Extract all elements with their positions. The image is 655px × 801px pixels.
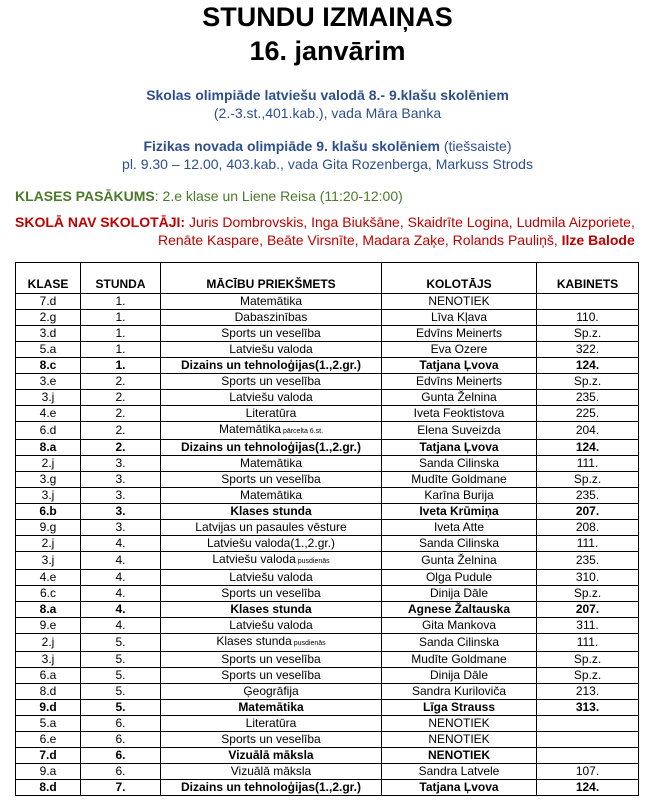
cell-klase: 2.j [16,456,81,472]
cell-room: Sp.z. [537,668,639,684]
cell-klase: 2.j [16,536,81,552]
cell-stunda: 1. [81,358,161,374]
cell-room: 111. [537,456,639,472]
absent-list-2: Renāte Kaspare, Beāte Virsnīte, Madara Zaķe, Rolands Pauliņš, [158,232,562,248]
cell-subject [161,700,382,716]
table-row [16,374,639,390]
subject-note: pusdienās [291,640,326,647]
cell-room: 204. [537,422,639,440]
cell-teacher: Gita Mankova [382,618,537,634]
cell-room: Sp.z. [537,326,639,342]
subject-text: Literatūra [245,406,297,420]
table-row [16,602,639,618]
table-row [16,536,639,552]
cell-teacher: Sanda Cilinska [382,634,537,652]
class-event-text: : 2.e klase un Liene Reisa (11:20-12:00) [154,188,403,204]
cell-teacher: Eva Ozere [382,342,537,358]
cell-subject [161,552,382,570]
absent-teachers-line2 [158,231,635,249]
table-row [16,456,639,472]
subject-text: Dizains un tehnoloģijas(1.,2.gr.) [180,440,362,454]
cell-subject [161,652,382,668]
cell-klase: 3.j [16,552,81,570]
cell-klase: 3.e [16,374,81,390]
subject-text: Ģeogrāfija [243,684,299,698]
olympiad-lv-title: Skolas olimpiāde latviešu valodā 8.- 9.klašu skolēniem [146,87,509,103]
cell-stunda: 3. [81,456,161,472]
cell-klase: 6.c [16,586,81,602]
cell-room: 124. [537,440,639,456]
cell-klase: 8.a [16,440,81,456]
cell-room: 207. [537,602,639,618]
absent-teachers-line1 [15,213,635,231]
col-header-teacher: KOLOTĀJS [382,263,537,294]
subject-text: Klases stunda [216,634,292,648]
cell-room [537,294,639,310]
cell-teacher: Edvīns Meinerts [382,326,537,342]
cell-klase: 3.j [16,652,81,668]
cell-room: 124. [537,358,639,374]
cell-stunda: 1. [81,326,161,342]
cell-klase: 2.j [16,634,81,652]
subject-text: Dizains un tehnoloģijas(1.,2.gr.) [180,358,362,372]
cell-room: 235. [537,390,639,406]
cell-teacher: NENOTIEK [382,294,537,310]
col-header-room: KABINETS [537,263,639,294]
cell-klase: 6.a [16,668,81,684]
changes-table [15,262,639,796]
cell-teacher: Sandra Kuriloviča [382,684,537,700]
cell-stunda: 2. [81,390,161,406]
cell-subject [161,748,382,764]
cell-stunda: 5. [81,652,161,668]
table-row [16,310,639,326]
cell-teacher: Elena Suveizda [382,422,537,440]
cell-teacher: Gunta Želnina [382,552,537,570]
cell-subject [161,634,382,652]
class-event-label: KLASES PASĀKUMS [15,188,155,204]
col-header-stunda: STUNDA [81,263,161,294]
col-header-klase: KLASE [16,263,81,294]
cell-subject [161,294,382,310]
cell-klase: 7.d [16,294,81,310]
table-header-row [16,263,639,294]
cell-subject [161,586,382,602]
table-row [16,684,639,700]
cell-stunda: 1. [81,310,161,326]
cell-subject [161,764,382,780]
cell-subject [161,668,382,684]
table-row [16,440,639,456]
subject-text: Latviešu valoda(1.,2.gr.) [206,536,336,550]
cell-stunda: 5. [81,700,161,716]
cell-subject [161,456,382,472]
cell-klase: 9.g [16,520,81,536]
cell-room [537,716,639,732]
subject-text: Matemātika [239,488,303,502]
cell-stunda: 2. [81,422,161,440]
cell-teacher: Sanda Cilinska [382,536,537,552]
cell-teacher: Agnese Žaltauska [382,602,537,618]
cell-room: 124. [537,780,639,796]
table-row [16,570,639,586]
cell-room: 235. [537,488,639,504]
subject-text: Sports un veselība [221,586,321,600]
cell-subject [161,780,382,796]
cell-stunda: 4. [81,570,161,586]
cell-room: 111. [537,634,639,652]
cell-klase: 5.a [16,342,81,358]
page-date: 16. janvārim [249,36,406,66]
subject-text: Sports un veselība [221,652,321,666]
olympiad-phys-line [0,137,655,155]
cell-room: Sp.z. [537,652,639,668]
table-row [16,422,639,440]
subject-text: Klases stunda [230,504,312,518]
cell-teacher: NENOTIEK [382,716,537,732]
cell-klase: 9.e [16,618,81,634]
cell-stunda: 4. [81,586,161,602]
cell-room: 225. [537,406,639,422]
cell-teacher: Iveta Krūmiņa [382,504,537,520]
subject-text: Latviešu valoda [229,618,313,632]
absent-label: SKOLĀ NAV SKOLOTĀJI: [15,214,186,230]
cell-klase: 9.a [16,764,81,780]
table-row [16,552,639,570]
table-row [16,668,639,684]
cell-stunda: 2. [81,406,161,422]
cell-klase: 4.e [16,406,81,422]
cell-klase: 3.d [16,326,81,342]
subject-text: Dizains un tehnoloģijas(1.,2.gr.) [180,780,362,794]
cell-room: 311. [537,618,639,634]
table-row [16,700,639,716]
subject-text: Latviešu valoda [229,570,313,584]
subject-text: Matemātika [218,422,281,436]
cell-stunda: 3. [81,520,161,536]
cell-stunda: 6. [81,716,161,732]
table-row [16,634,639,652]
subject-text: Dabaszinības [234,310,308,324]
subject-text: Matemātika [239,456,303,470]
cell-room: 208. [537,520,639,536]
table-row [16,748,639,764]
cell-klase: 3.j [16,390,81,406]
table-row [16,618,639,634]
cell-teacher: Tatjana Ļvova [382,440,537,456]
cell-teacher: Sandra Latvele [382,764,537,780]
cell-teacher: Mudīte Goldmane [382,472,537,488]
cell-stunda: 5. [81,684,161,700]
cell-stunda: 3. [81,488,161,504]
subject-text: Vizuālā māksla [228,748,314,762]
cell-stunda: 4. [81,602,161,618]
olympiad-lv-details: (2.-3.st.,401.kab.), vada Māra Banka [213,105,442,121]
cell-klase: 6.e [16,732,81,748]
cell-teacher: Līga Strauss [382,700,537,716]
cell-room: Sp.z. [537,586,639,602]
cell-stunda: 6. [81,732,161,748]
cell-subject [161,716,382,732]
cell-klase: 8.c [16,358,81,374]
cell-teacher: NENOTIEK [382,748,537,764]
cell-room: 235. [537,552,639,570]
cell-klase: 8.d [16,684,81,700]
olympiad-phys-title: Fizikas novada olimpiāde 9. klašu skolēniem [143,138,440,154]
cell-klase: 6.d [16,422,81,440]
absent-list-bold: Ilze Balode [561,232,635,248]
cell-room: 110. [537,310,639,326]
table-row [16,504,639,520]
subject-text: Latviešu valoda [212,552,296,566]
table-row [16,390,639,406]
cell-stunda: 6. [81,748,161,764]
cell-room: 111. [537,536,639,552]
cell-teacher: Olga Pudule [382,570,537,586]
subject-text: Sports un veselība [221,732,321,746]
subject-text: Latviešu valoda [229,390,313,404]
table-row [16,342,639,358]
cell-teacher: Sanda Cilinska [382,456,537,472]
col-header-subject: MĀCĪBU PRIEKŠMETS [161,263,382,294]
cell-stunda: 7. [81,780,161,796]
table-row [16,294,639,310]
cell-room: 207. [537,504,639,520]
cell-klase: 2.g [16,310,81,326]
cell-stunda: 4. [81,618,161,634]
cell-stunda: 4. [81,552,161,570]
cell-subject [161,358,382,374]
cell-stunda: 2. [81,440,161,456]
cell-room: Sp.z. [537,374,639,390]
cell-subject [161,342,382,358]
table-body [16,294,639,796]
subject-text: Literatūra [245,716,297,730]
cell-klase: 8.d [16,780,81,796]
cell-teacher: Karīna Burija [382,488,537,504]
cell-stunda: 4. [81,536,161,552]
page-title: STUNDU IZMAIŅAS [202,2,453,32]
table-row [16,472,639,488]
subject-note: pārcelta 6.st. [281,428,324,435]
cell-subject [161,570,382,586]
cell-klase: 5.a [16,716,81,732]
cell-teacher: Tatjana Ļvova [382,780,537,796]
subject-text: Latvijas un pasaules vēsture [195,520,347,534]
table-row [16,780,639,796]
olympiad-phys-note: (tiešsaiste) [439,138,512,154]
cell-klase: 8.a [16,602,81,618]
subject-text: Matemātika [238,700,304,714]
subject-text: Vizuālā māksla [230,764,312,778]
cell-room [537,732,639,748]
cell-subject [161,504,382,520]
cell-stunda: 1. [81,342,161,358]
cell-teacher: Edvīns Meinerts [382,374,537,390]
cell-subject [161,536,382,552]
cell-klase: 4.e [16,570,81,586]
subject-text: Matemātika [239,294,303,308]
subject-text: Klases stunda [230,602,312,616]
cell-subject [161,422,382,440]
cell-klase: 7.d [16,748,81,764]
cell-stunda: 3. [81,472,161,488]
table-row [16,586,639,602]
table-row [16,326,639,342]
cell-klase: 9.d [16,700,81,716]
cell-subject [161,520,382,536]
subject-text: Sports un veselība [221,374,321,388]
cell-room: Sp.z. [537,472,639,488]
table-row [16,716,639,732]
cell-teacher: Dinija Dāle [382,586,537,602]
cell-stunda: 5. [81,634,161,652]
cell-stunda: 6. [81,764,161,780]
cell-room: 213. [537,684,639,700]
cell-teacher: Tatjana Ļvova [382,358,537,374]
cell-stunda: 5. [81,668,161,684]
class-event [15,187,403,205]
cell-teacher: Līva Kļava [382,310,537,326]
cell-subject [161,374,382,390]
subject-text: Sports un veselība [221,668,321,682]
absent-list-1: Juris Dombrovskis, Inga Biukšāne, Skaidrīte Logina, Ludmila Aizporiete, [185,214,635,230]
cell-subject [161,488,382,504]
cell-teacher: Iveta Atte [382,520,537,536]
subject-text: Sports un veselība [221,326,321,340]
cell-subject [161,326,382,342]
cell-teacher: NENOTIEK [382,732,537,748]
table-row [16,732,639,748]
table-row [16,520,639,536]
cell-subject [161,472,382,488]
cell-teacher: Iveta Feoktistova [382,406,537,422]
cell-room: 107. [537,764,639,780]
table-row [16,488,639,504]
cell-room: 310. [537,570,639,586]
olympiad-phys-details: pl. 9.30 – 12.00, 403.kab., vada Gita Rozenberga, Markuss Strods [122,156,533,172]
cell-teacher: Dinija Dāle [382,668,537,684]
cell-teacher: Gunta Želnina [382,390,537,406]
cell-subject [161,684,382,700]
cell-subject [161,602,382,618]
cell-room: 313. [537,700,639,716]
cell-subject [161,390,382,406]
cell-klase: 3.g [16,472,81,488]
cell-subject [161,406,382,422]
cell-klase: 3.j [16,488,81,504]
cell-subject [161,732,382,748]
table-row [16,764,639,780]
table-row [16,652,639,668]
cell-subject [161,310,382,326]
cell-room: 322. [537,342,639,358]
cell-stunda: 2. [81,374,161,390]
subject-note: pusdienās [295,558,330,565]
cell-teacher: Mudīte Goldmane [382,652,537,668]
subject-text: Latviešu valoda [229,342,313,356]
cell-room [537,748,639,764]
table-row [16,406,639,422]
table-row [16,358,639,374]
cell-klase: 6.b [16,504,81,520]
cell-subject [161,618,382,634]
subject-text: Sports un veselība [221,472,321,486]
cell-subject [161,440,382,456]
cell-stunda: 3. [81,504,161,520]
cell-stunda: 1. [81,294,161,310]
